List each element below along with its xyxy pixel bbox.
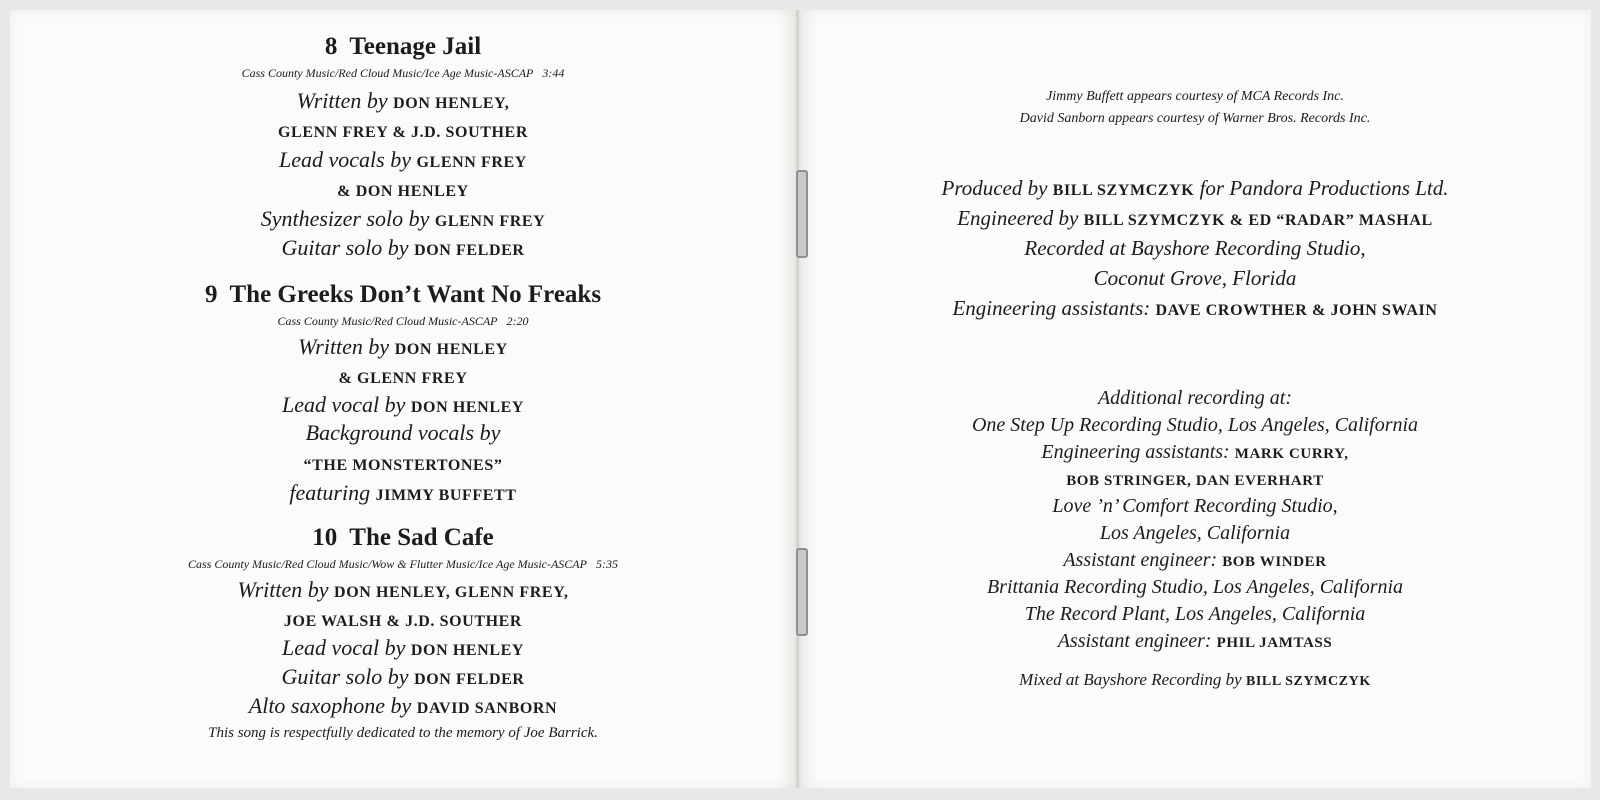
additional-studio-location xyxy=(799,523,1591,543)
track-8-credit-guitar xyxy=(10,237,796,259)
additional-studio xyxy=(799,496,1591,516)
track-9-publisher: Cass County Music/Red Cloud Music-ASCAP xyxy=(277,314,498,328)
credit-names: DAVE CROWTHER & JOHN SWAIN xyxy=(1155,302,1438,319)
credit-names: JIMMY BUFFETT xyxy=(375,487,517,504)
track-10-publisher: Cass County Music/Red Cloud Music/Wow & Flutter Music/Ice Age Music-ASCAP xyxy=(188,557,587,571)
track-10-publishing xyxy=(10,558,796,570)
credit-names: DON HENLEY xyxy=(410,399,525,416)
track-8-heading xyxy=(10,34,796,59)
additional-recording xyxy=(799,388,1591,408)
track-10-time: 5:35 xyxy=(595,557,618,571)
credit-role: Assistant engineer: xyxy=(1057,630,1212,652)
credit-role: Guitar solo by xyxy=(281,235,409,260)
credit-names: PHIL JAMTASS xyxy=(1216,635,1333,651)
credit-role: Engineered by xyxy=(957,206,1079,230)
credit-role: Love ’n’ Comfort Recording Studio, xyxy=(1052,495,1338,517)
track-9-number: 9 xyxy=(204,281,218,308)
credit-role: Lead vocal by xyxy=(281,392,406,417)
credit-role: Brittania Recording Studio, Los Angeles, California xyxy=(986,576,1404,598)
credit-role: The Record Plant, Los Angeles, California xyxy=(1024,603,1366,625)
additional-studio xyxy=(799,604,1591,624)
produced-by xyxy=(799,178,1591,199)
credit-names: GLENN FREY & J.D. SOUTHER xyxy=(278,124,528,141)
track-9-credit-featuring xyxy=(10,482,796,504)
credit-names: BOB STRINGER, DAN EVERHART xyxy=(1066,473,1324,489)
track-10-credit-written-cont xyxy=(10,614,796,630)
credit-names: JOE WALSH & J.D. SOUTHER xyxy=(283,613,523,630)
recorded-at xyxy=(799,238,1591,259)
credit-names: MARK CURRY, xyxy=(1234,446,1349,462)
credit-role: Lead vocal by xyxy=(281,635,406,660)
track-9-credit-written-cont xyxy=(10,371,796,387)
credit-role: Coconut Grove, Florida xyxy=(1093,266,1297,290)
credit-names: DON FELDER xyxy=(414,671,525,688)
credit-names: GLENN FREY xyxy=(434,213,546,230)
track-10-credit-written xyxy=(10,579,796,601)
track-9-credit-background xyxy=(10,422,796,444)
track-10-heading xyxy=(10,525,796,550)
additional-studio xyxy=(799,415,1591,435)
track-8-credit-synth xyxy=(10,208,796,230)
mixed-at xyxy=(799,671,1591,689)
credit-names: DON HENLEY, xyxy=(393,95,510,112)
track-8-title: Teenage Jail xyxy=(349,33,482,60)
track-9-title: The Greeks Don’t Want No Freaks xyxy=(229,281,602,308)
track-10-number: 10 xyxy=(312,524,338,551)
credit-names: BILL SZYMCZYK xyxy=(1052,182,1195,199)
track-10-title: The Sad Cafe xyxy=(349,524,494,551)
credit-role: Mixed at Bayshore Recording by xyxy=(1019,670,1242,689)
track-9-publishing xyxy=(10,315,796,327)
additional-studio xyxy=(799,577,1591,597)
track-8-credit-written xyxy=(10,90,796,112)
recorded-at-location xyxy=(799,268,1591,289)
engineered-by xyxy=(799,208,1591,229)
track-10-dedication: This song is respectfully dedicated to the memory of Joe Barrick. xyxy=(208,725,598,741)
credit-names: DON HENLEY, GLENN FREY, xyxy=(334,584,569,601)
credit-role: Recorded at Bayshore Recording Studio, xyxy=(1024,236,1366,260)
staple-top xyxy=(796,170,808,258)
credit-role: Engineering assistants: xyxy=(1041,441,1230,463)
assistant-engineer xyxy=(799,550,1591,570)
track-10-credit-sax xyxy=(10,695,796,717)
track-8-credit-written-cont xyxy=(10,125,796,141)
left-page xyxy=(10,10,797,788)
courtesy-line: Jimmy Buffett appears courtesy of MCA Records Inc. xyxy=(1046,89,1344,104)
credit-names: “THE MONSTERTONES” xyxy=(303,457,503,474)
credit-role: Written by xyxy=(296,88,388,113)
track-8-credit-lead-vocals-cont xyxy=(10,184,796,200)
credit-role: Written by xyxy=(298,334,390,359)
track-9-credit-lead-vocal xyxy=(10,394,796,416)
credit-names: & GLENN FREY xyxy=(338,370,468,387)
track-10-credit-lead-vocal xyxy=(10,637,796,659)
credit-role: Background vocals by xyxy=(305,420,501,445)
credit-names: DON FELDER xyxy=(414,242,525,259)
track-9-heading xyxy=(10,282,796,307)
credit-role: for Pandora Productions Ltd. xyxy=(1199,176,1449,200)
credit-role: One Step Up Recording Studio, Los Angeles, California xyxy=(971,414,1419,436)
additional-eng-assistants-cont xyxy=(799,469,1591,489)
track-8-number: 8 xyxy=(324,33,338,60)
credit-role: Engineering assistants: xyxy=(952,296,1151,320)
credit-names: BILL SZYMCZYK xyxy=(1245,674,1371,689)
staple-bottom xyxy=(796,548,808,636)
credit-names: BILL SZYMCZYK & ED “RADAR” MASHAL xyxy=(1083,212,1433,229)
credit-role: Alto saxophone by xyxy=(248,693,412,718)
credit-names: GLENN FREY xyxy=(416,154,527,171)
credit-role: Produced by xyxy=(941,176,1048,200)
credit-role: Lead vocals by xyxy=(279,147,411,172)
credit-role: Guitar solo by xyxy=(281,664,409,689)
track-10-credit-guitar xyxy=(10,666,796,688)
track-8-credit-lead-vocals xyxy=(10,149,796,171)
credit-role: Additional recording at: xyxy=(1097,387,1293,409)
credit-role: Assistant engineer: xyxy=(1063,549,1218,571)
credit-names: DON HENLEY xyxy=(410,642,525,659)
credit-names: & DON HENLEY xyxy=(337,183,469,200)
track-8-time: 3:44 xyxy=(542,66,565,80)
credit-names: DAVID SANBORN xyxy=(416,700,558,717)
credit-names: BOB WINDER xyxy=(1222,554,1327,570)
credit-role: featuring xyxy=(289,480,371,505)
engineering-assistants xyxy=(799,298,1591,319)
right-page xyxy=(798,10,1591,788)
credit-role: Los Angeles, California xyxy=(1099,522,1291,544)
track-9-time: 2:20 xyxy=(506,314,529,328)
track-8-publisher: Cass County Music/Red Cloud Music/Ice Age Music-ASCAP xyxy=(241,66,534,80)
assistant-engineer xyxy=(799,631,1591,651)
credit-role: Synthesizer solo by xyxy=(260,206,430,231)
credit-names: DON HENLEY xyxy=(394,341,508,358)
additional-eng-assistants xyxy=(799,442,1591,462)
track-9-credit-written xyxy=(10,336,796,358)
track-9-credit-background-cont xyxy=(10,458,796,474)
credit-role: Written by xyxy=(237,577,329,602)
track-8-publishing xyxy=(10,67,796,79)
courtesy-line: David Sanborn appears courtesy of Warner Bros. Records Inc. xyxy=(1019,111,1371,126)
